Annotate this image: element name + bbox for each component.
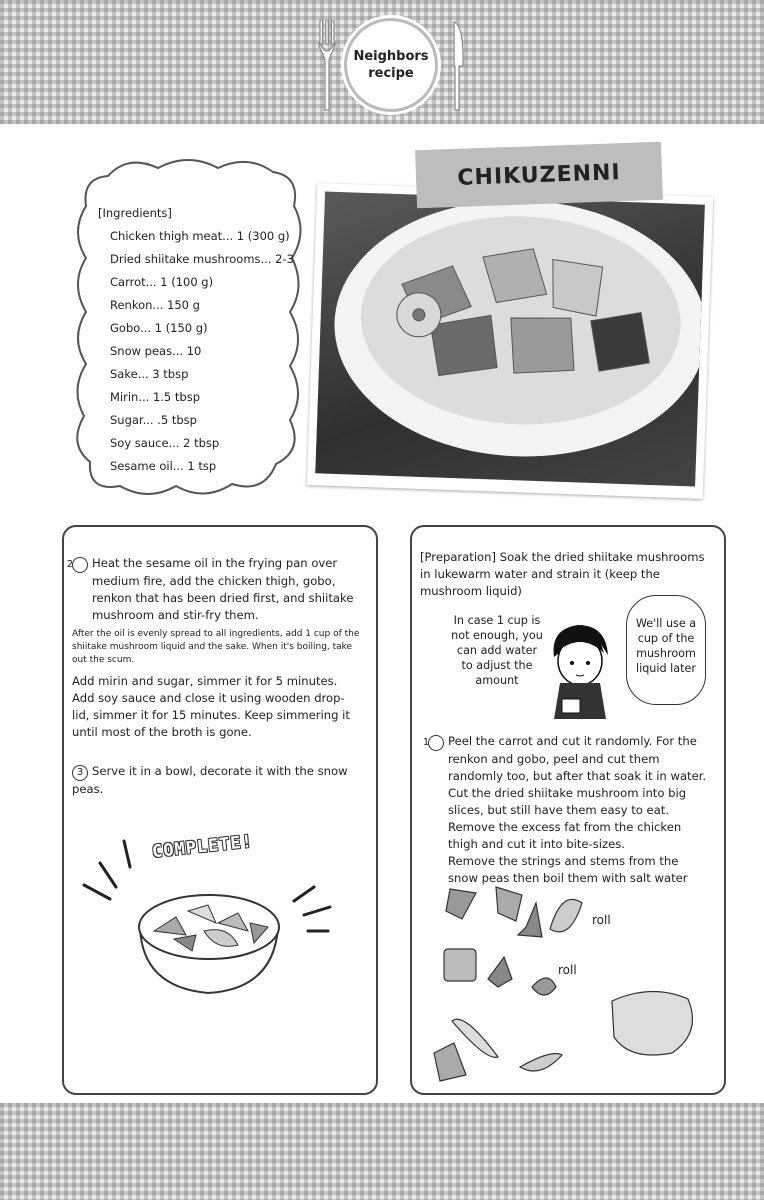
step-1-more: Remove the strings and stems from the snow peas then boil them with salt water	[448, 854, 688, 885]
steps-panel-left	[62, 525, 378, 1095]
ingredient-item: Gobo... 1 (150 g)	[110, 321, 208, 335]
step-2	[66, 555, 362, 741]
ingredients-cloud	[68, 154, 306, 502]
bowl-illustration	[315, 191, 705, 486]
dish-photo-frame	[307, 183, 713, 499]
step-number: 2	[72, 557, 88, 573]
speech-bubble	[626, 595, 706, 705]
knife-icon	[451, 20, 465, 112]
step-1-text: Peel the carrot and cut it randomly. For the renkon and gobo, peel and cut them randomly too, but after that soak it in water. Cut the dried shiitake mushroom into big slices, but still have them easy to eat. Remove the excess fat from the chicken thigh and cut it into bite-sizes.	[448, 734, 707, 851]
dish-photo	[315, 191, 705, 486]
ingredient-item: Carrot... 1 (100 g)	[110, 275, 214, 289]
ingredient-item: Dried shiitake mushrooms... 2-3	[110, 252, 294, 266]
ingredient-item: Chicken thigh meat... 1 (300 g)	[110, 229, 290, 243]
badge-line1: Neighbors	[353, 49, 429, 64]
step-1	[422, 733, 708, 887]
bottom-pattern-band	[0, 1103, 764, 1200]
ingredient-item: Sesame oil... 1 tsp	[110, 459, 217, 473]
ingredients-heading: [Ingredients]	[98, 206, 172, 220]
step-2-more: Add mirin and sugar, simmer it for 5 minutes. Add soy sauce and close it using wooden drop-lid, simmer it for 15 minutes. Keep simmering it until most of the broth is gone.	[72, 674, 350, 739]
ingredient-item: Sugar... .5 tbsp	[110, 413, 197, 427]
roll-label: roll	[558, 963, 577, 977]
preparation-text: [Preparation] Soak the dried shiitake mushrooms in lukewarm water and strain it (keep the mushroom liquid)	[420, 550, 705, 598]
speech-right: We'll use a cup of the mushroom liquid later	[635, 617, 697, 675]
neighbors-recipe-badge	[344, 18, 438, 112]
step-3	[72, 763, 368, 798]
ingredient-item: Sake... 3 tbsp	[110, 367, 189, 381]
step-2-note: After the oil is evenly spread to all ingredients, add 1 cup of the shiitake mushroom liquid and the sake. When it's boiling, take out the scum.	[72, 629, 360, 665]
speech-left: In case 1 cup is not enough, you can add water to adjust the amount	[451, 614, 543, 687]
ingredient-item: Soy sauce... 2 tbsp	[110, 436, 220, 450]
ingredient-item: Mirin... 1.5 tbsp	[110, 390, 200, 404]
ingredient-item: Snow peas... 10	[110, 344, 202, 358]
finished-bowl-illustration	[78, 827, 358, 997]
recipe-title: CHIKUZENNI	[456, 159, 622, 191]
step-number: 1	[428, 735, 444, 751]
roll-label: roll	[592, 913, 611, 927]
step-2-text: Heat the sesame oil in the frying pan over medium fire, add the chicken thigh, gobo, renkon that has been dried first, and shiitake mushroom and stir-fry them.	[92, 556, 354, 622]
steps-panel-right	[410, 525, 726, 1095]
fork-icon	[318, 20, 336, 112]
step-3-text: Serve it in a bowl, decorate it with the snow peas.	[72, 764, 348, 796]
cut-vegetables-illustration	[432, 883, 712, 1089]
complete-label: COMPLETE!	[151, 831, 254, 863]
badge-line2: recipe	[368, 66, 414, 81]
step-number: 3	[72, 765, 88, 781]
recipe-title-tag	[415, 142, 663, 209]
ingredient-item: Renkon... 150 g	[110, 298, 200, 312]
character-illustration	[542, 621, 622, 721]
